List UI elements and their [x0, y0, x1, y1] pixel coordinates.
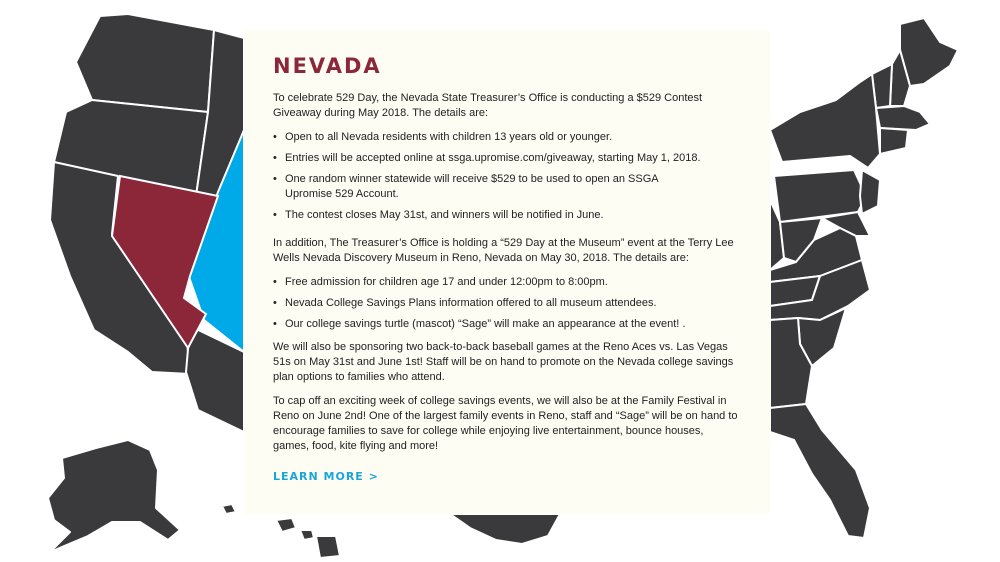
list-item [273, 208, 742, 223]
state-info-card [244, 30, 770, 514]
list-item [273, 296, 742, 311]
bullet: • [273, 276, 277, 288]
map-state-texas [450, 514, 560, 544]
list-item-text: The contest closes May 31st, and winners will be notified in June. [285, 209, 604, 221]
contest-details-list [273, 130, 742, 223]
map-state-maine [900, 18, 958, 86]
map-state-massachusetts [876, 106, 930, 130]
state-title: NEVADA [273, 54, 382, 78]
bullet: • [273, 173, 277, 185]
bullet: • [273, 131, 277, 143]
map-state-new-york [770, 74, 880, 168]
learn-more-link[interactable]: LEARN MORE > [273, 470, 379, 483]
map-state-florida [770, 404, 870, 538]
bullet: • [273, 209, 277, 221]
museum-details-list [273, 275, 742, 332]
list-item [273, 130, 742, 145]
bullet: • [273, 297, 277, 309]
list-item-text: Free admission for children age 17 and under 12:00pm to 8:00pm. [285, 276, 608, 288]
bullet: • [273, 318, 277, 330]
map-state-hawaii-4 [316, 536, 340, 558]
bullet: • [273, 152, 277, 164]
list-item [273, 151, 742, 166]
list-item-text: One random winner statewide will receive $529 to be used to open an SSGA Upromise 529 Account. [285, 173, 659, 200]
map-state-hawaii-3 [300, 530, 314, 540]
list-item-text: Our college savings turtle (mascot) “Sage” will make an appearance at the event! . [285, 318, 686, 330]
list-item [273, 275, 742, 290]
contest-intro: To celebrate 529 Day, the Nevada State Treasurer’s Office is conducting a $529 Contest Giveaway during May 2018. The details are: [273, 92, 703, 119]
list-item [273, 172, 742, 202]
museum-intro: In addition, The Treasurer’s Office is holding a “529 Day at the Museum” event at the Terry Lee Wells Nevada Discovery Museum in Reno, Nevada on May 30, 2018. The details are: [273, 237, 734, 264]
list-item-text: Open to all Nevada residents with children 13 years old or younger. [285, 131, 613, 143]
map-state-new-jersey [860, 170, 880, 214]
map-state-washington [76, 14, 214, 112]
baseball-paragraph: We will also be sponsoring two back-to-back baseball games at the Reno Aces vs. Las Vegas 51s on May 31st and June 1st! Staff will be on hand to promote on the Nevada college savings plan options to families who attend. [273, 341, 734, 383]
map-state-hawaii-2 [276, 518, 296, 532]
map-state-hawaii-1 [222, 504, 236, 514]
list-item-text: Nevada College Savings Plans information offered to all museum attendees. [285, 297, 657, 309]
list-item [273, 317, 742, 332]
list-item-text: Entries will be accepted online at ssga.upromise.com/giveaway, starting May 1, 2018. [285, 152, 701, 164]
map-state-alaska [48, 440, 180, 552]
festival-paragraph: To cap off an exciting week of college savings events, we will also be at the Family Festival in Reno on June 2nd! One of the largest family events in Reno, staff and “Sage” will be on hand to encourage families to save for college while enjoying live entertainment, bounce houses, games, food, kite flying and more! [273, 395, 738, 452]
map-state-connecticut [880, 128, 908, 154]
